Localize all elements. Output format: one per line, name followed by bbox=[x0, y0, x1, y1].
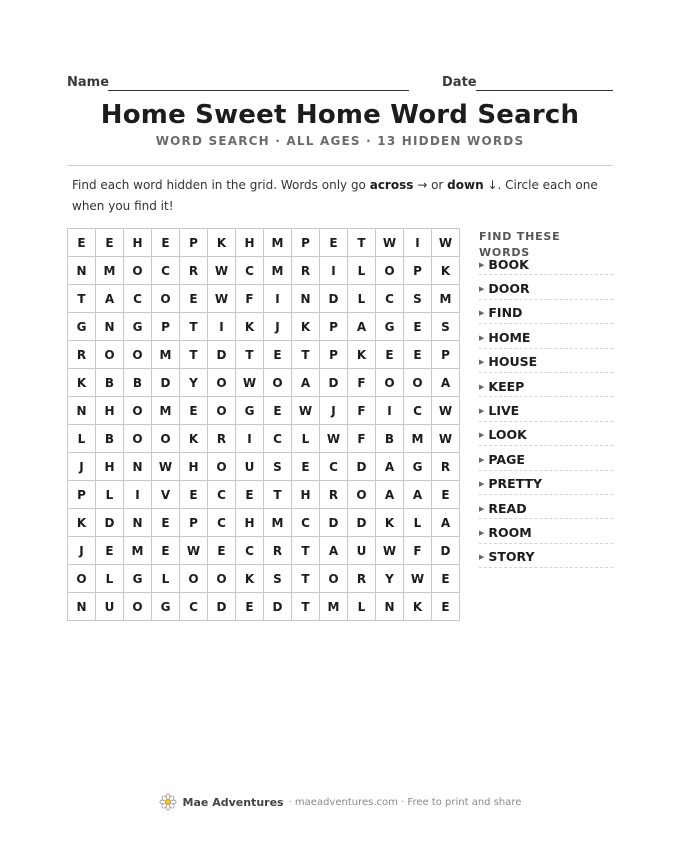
grid-cell[interactable]: D bbox=[348, 453, 376, 481]
grid-cell[interactable]: Y bbox=[180, 369, 208, 397]
word-label: DOOR bbox=[488, 281, 530, 297]
word-list-item bbox=[479, 275, 613, 299]
footer bbox=[0, 793, 680, 811]
grid-cell[interactable]: W bbox=[152, 453, 180, 481]
grid-cell[interactable]: J bbox=[68, 453, 96, 481]
grid-row bbox=[68, 229, 460, 257]
grid-cell[interactable]: G bbox=[124, 313, 152, 341]
grid-cell[interactable]: K bbox=[68, 509, 96, 537]
grid-cell[interactable]: D bbox=[320, 285, 348, 313]
grid-cell[interactable]: M bbox=[320, 593, 348, 621]
grid-cell[interactable]: D bbox=[96, 509, 124, 537]
grid-cell[interactable]: M bbox=[152, 341, 180, 369]
grid-cell[interactable]: L bbox=[348, 285, 376, 313]
grid-cell[interactable]: T bbox=[180, 341, 208, 369]
grid-cell[interactable]: L bbox=[96, 481, 124, 509]
grid-cell[interactable]: E bbox=[404, 313, 432, 341]
grid-cell[interactable]: L bbox=[292, 425, 320, 453]
triangle-bullet-icon: ▶ bbox=[479, 480, 485, 489]
word-list-item bbox=[479, 349, 613, 373]
instructions-across: across bbox=[369, 178, 414, 192]
grid-cell[interactable]: O bbox=[376, 257, 404, 285]
word-label: PAGE bbox=[488, 451, 525, 467]
grid-cell[interactable]: O bbox=[152, 285, 180, 313]
grid-cell[interactable]: P bbox=[320, 313, 348, 341]
grid-cell[interactable]: L bbox=[404, 509, 432, 537]
grid-cell[interactable]: C bbox=[376, 285, 404, 313]
grid-row bbox=[68, 341, 460, 369]
grid-cell[interactable]: U bbox=[348, 537, 376, 565]
grid-cell[interactable]: C bbox=[236, 537, 264, 565]
grid-cell[interactable]: N bbox=[68, 397, 96, 425]
grid-cell[interactable]: E bbox=[236, 593, 264, 621]
grid-cell[interactable]: O bbox=[208, 565, 236, 593]
grid-cell[interactable]: I bbox=[236, 425, 264, 453]
grid-cell[interactable]: P bbox=[404, 257, 432, 285]
grid-cell[interactable]: J bbox=[320, 397, 348, 425]
divider bbox=[67, 165, 613, 166]
grid-cell[interactable]: P bbox=[320, 341, 348, 369]
grid-cell[interactable]: G bbox=[236, 397, 264, 425]
word-list-item bbox=[479, 495, 613, 519]
word-label: READ bbox=[488, 500, 527, 516]
grid-cell[interactable]: E bbox=[236, 481, 264, 509]
grid-cell[interactable]: E bbox=[292, 453, 320, 481]
grid-cell[interactable]: P bbox=[432, 341, 460, 369]
grid-cell[interactable]: O bbox=[180, 565, 208, 593]
grid-row bbox=[68, 565, 460, 593]
triangle-bullet-icon: ▶ bbox=[479, 358, 485, 367]
grid-cell[interactable]: T bbox=[292, 565, 320, 593]
grid-cell[interactable]: C bbox=[124, 285, 152, 313]
grid-cell[interactable]: F bbox=[348, 369, 376, 397]
grid-cell[interactable]: W bbox=[432, 229, 460, 257]
grid-cell[interactable]: A bbox=[320, 537, 348, 565]
page-subtitle: WORD SEARCH · ALL AGES · 13 HIDDEN WORDS bbox=[155, 134, 525, 148]
grid-cell[interactable]: E bbox=[180, 397, 208, 425]
word-list-item bbox=[479, 422, 613, 446]
grid-cell[interactable]: D bbox=[348, 509, 376, 537]
grid-cell[interactable]: N bbox=[96, 313, 124, 341]
date-field-line[interactable] bbox=[476, 90, 613, 91]
grid-cell[interactable]: D bbox=[320, 509, 348, 537]
grid-cell[interactable]: A bbox=[292, 369, 320, 397]
grid-cell[interactable]: E bbox=[320, 229, 348, 257]
grid-cell[interactable]: T bbox=[292, 593, 320, 621]
grid-cell[interactable]: E bbox=[68, 229, 96, 257]
grid-cell[interactable]: D bbox=[432, 537, 460, 565]
grid-cell[interactable]: E bbox=[376, 341, 404, 369]
grid-cell[interactable]: U bbox=[236, 453, 264, 481]
grid-cell[interactable]: K bbox=[236, 313, 264, 341]
grid-cell[interactable]: T bbox=[264, 481, 292, 509]
grid-cell[interactable]: C bbox=[208, 509, 236, 537]
grid-cell[interactable]: H bbox=[236, 229, 264, 257]
name-label: Name bbox=[67, 75, 110, 90]
grid-cell[interactable]: H bbox=[292, 481, 320, 509]
grid-cell[interactable]: E bbox=[96, 537, 124, 565]
grid-cell[interactable]: M bbox=[124, 537, 152, 565]
triangle-bullet-icon: ▶ bbox=[479, 431, 485, 440]
grid-cell[interactable]: M bbox=[264, 229, 292, 257]
grid-cell[interactable]: H bbox=[96, 453, 124, 481]
grid-cell[interactable]: G bbox=[404, 453, 432, 481]
grid-cell[interactable]: K bbox=[236, 565, 264, 593]
word-list-item bbox=[479, 446, 613, 470]
word-label: LIVE bbox=[488, 403, 520, 419]
grid-cell[interactable]: R bbox=[348, 565, 376, 593]
grid-cell[interactable]: O bbox=[68, 565, 96, 593]
instructions-text-2: ↓. Circle each one when you find it! bbox=[72, 178, 598, 213]
grid-cell[interactable]: L bbox=[152, 565, 180, 593]
grid-cell[interactable]: O bbox=[264, 369, 292, 397]
grid-cell[interactable]: L bbox=[96, 565, 124, 593]
grid-cell[interactable]: V bbox=[152, 481, 180, 509]
grid-cell[interactable]: H bbox=[96, 397, 124, 425]
grid-cell[interactable]: E bbox=[152, 537, 180, 565]
grid-cell[interactable]: A bbox=[404, 481, 432, 509]
grid-cell[interactable]: C bbox=[152, 257, 180, 285]
name-field-line[interactable] bbox=[108, 90, 409, 91]
grid-cell[interactable]: W bbox=[292, 397, 320, 425]
grid-cell[interactable]: B bbox=[96, 425, 124, 453]
grid-cell[interactable]: O bbox=[124, 593, 152, 621]
grid-cell[interactable]: W bbox=[208, 285, 236, 313]
grid-cell[interactable]: P bbox=[68, 481, 96, 509]
grid-cell[interactable]: E bbox=[432, 593, 460, 621]
word-label: HOME bbox=[488, 329, 531, 345]
word-list-item bbox=[479, 373, 613, 397]
grid-cell[interactable]: I bbox=[404, 229, 432, 257]
word-label: STORY bbox=[488, 549, 535, 565]
grid-cell[interactable]: K bbox=[208, 229, 236, 257]
grid-cell[interactable]: A bbox=[96, 285, 124, 313]
grid-cell[interactable]: M bbox=[96, 257, 124, 285]
grid-cell[interactable]: C bbox=[208, 481, 236, 509]
triangle-bullet-icon: ▶ bbox=[479, 382, 485, 391]
footer-brand: Mae Adventures bbox=[182, 795, 284, 809]
grid-cell[interactable]: N bbox=[376, 593, 404, 621]
grid-cell[interactable]: O bbox=[320, 565, 348, 593]
grid-cell[interactable]: E bbox=[264, 397, 292, 425]
triangle-bullet-icon: ▶ bbox=[479, 504, 485, 513]
word-label: ROOM bbox=[488, 524, 532, 540]
grid-cell[interactable]: M bbox=[404, 425, 432, 453]
grid-cell[interactable]: S bbox=[264, 453, 292, 481]
grid-cell[interactable]: K bbox=[376, 509, 404, 537]
grid-cell[interactable]: N bbox=[124, 509, 152, 537]
grid-cell[interactable]: H bbox=[124, 229, 152, 257]
grid-cell[interactable]: A bbox=[432, 509, 460, 537]
grid-cell[interactable]: O bbox=[96, 341, 124, 369]
grid-cell[interactable]: E bbox=[152, 509, 180, 537]
grid-cell[interactable]: F bbox=[348, 425, 376, 453]
grid-cell[interactable]: D bbox=[264, 593, 292, 621]
grid-row bbox=[68, 369, 460, 397]
grid-cell[interactable]: W bbox=[180, 537, 208, 565]
grid-cell[interactable]: W bbox=[236, 369, 264, 397]
grid-row bbox=[68, 257, 460, 285]
grid-cell[interactable]: L bbox=[348, 593, 376, 621]
instructions-arrow-right: → or bbox=[413, 178, 448, 192]
grid-cell[interactable]: C bbox=[320, 453, 348, 481]
word-label: LOOK bbox=[488, 427, 527, 443]
grid-cell[interactable]: P bbox=[180, 509, 208, 537]
grid-cell[interactable]: O bbox=[208, 453, 236, 481]
grid-cell[interactable]: O bbox=[208, 397, 236, 425]
grid-cell[interactable]: E bbox=[180, 285, 208, 313]
grid-row bbox=[68, 285, 460, 313]
word-list-item bbox=[479, 471, 613, 495]
grid-cell[interactable]: F bbox=[236, 285, 264, 313]
word-label: BOOK bbox=[488, 256, 529, 272]
grid-cell[interactable]: Y bbox=[376, 565, 404, 593]
grid-cell[interactable]: H bbox=[236, 509, 264, 537]
name-date-row bbox=[67, 73, 613, 93]
grid-row bbox=[68, 425, 460, 453]
grid-cell[interactable]: N bbox=[68, 257, 96, 285]
grid-cell[interactable]: O bbox=[124, 425, 152, 453]
grid-cell[interactable]: L bbox=[348, 257, 376, 285]
grid-cell[interactable]: P bbox=[152, 313, 180, 341]
grid-cell[interactable]: N bbox=[292, 285, 320, 313]
word-search-grid bbox=[67, 228, 460, 621]
grid-cell[interactable]: W bbox=[432, 425, 460, 453]
grid-cell[interactable]: I bbox=[264, 285, 292, 313]
grid-cell[interactable]: J bbox=[68, 537, 96, 565]
triangle-bullet-icon: ▶ bbox=[479, 309, 485, 318]
grid-cell[interactable]: K bbox=[292, 313, 320, 341]
grid-row bbox=[68, 537, 460, 565]
grid-cell[interactable]: M bbox=[264, 257, 292, 285]
grid-cell[interactable]: R bbox=[432, 453, 460, 481]
grid-cell[interactable]: O bbox=[376, 369, 404, 397]
word-label: KEEP bbox=[488, 378, 525, 394]
grid-cell[interactable]: W bbox=[404, 565, 432, 593]
grid-cell[interactable]: A bbox=[348, 313, 376, 341]
grid-cell[interactable]: W bbox=[208, 257, 236, 285]
instructions bbox=[72, 175, 617, 217]
grid-cell[interactable]: I bbox=[208, 313, 236, 341]
triangle-bullet-icon: ▶ bbox=[479, 553, 485, 562]
grid-cell[interactable]: A bbox=[376, 481, 404, 509]
grid-row bbox=[68, 313, 460, 341]
grid-cell[interactable]: E bbox=[208, 537, 236, 565]
word-list bbox=[479, 229, 613, 568]
grid-cell[interactable]: T bbox=[236, 341, 264, 369]
instructions-text-1: Find each word hidden in the grid. Words only go bbox=[72, 178, 370, 192]
word-list-item bbox=[479, 544, 613, 568]
grid-cell[interactable]: B bbox=[376, 425, 404, 453]
grid-cell[interactable]: E bbox=[432, 565, 460, 593]
triangle-bullet-icon: ▶ bbox=[479, 285, 485, 294]
grid-cell[interactable]: W bbox=[376, 229, 404, 257]
grid-cell[interactable]: T bbox=[68, 285, 96, 313]
grid-cell[interactable]: L bbox=[68, 425, 96, 453]
triangle-bullet-icon: ▶ bbox=[479, 333, 485, 342]
grid-row bbox=[68, 397, 460, 425]
grid-cell[interactable]: C bbox=[264, 425, 292, 453]
word-label: FIND bbox=[488, 305, 523, 321]
grid-cell[interactable]: B bbox=[124, 369, 152, 397]
grid-cell[interactable]: R bbox=[320, 481, 348, 509]
grid-cell[interactable]: O bbox=[152, 425, 180, 453]
grid-cell[interactable]: F bbox=[404, 537, 432, 565]
grid-cell[interactable]: O bbox=[124, 397, 152, 425]
grid-cell[interactable]: M bbox=[264, 509, 292, 537]
grid-cell[interactable]: P bbox=[180, 229, 208, 257]
grid-row bbox=[68, 453, 460, 481]
grid-cell[interactable]: R bbox=[68, 341, 96, 369]
word-list-item bbox=[479, 519, 613, 543]
grid-cell[interactable]: E bbox=[404, 341, 432, 369]
grid-cell[interactable]: I bbox=[124, 481, 152, 509]
grid-cell[interactable]: U bbox=[96, 593, 124, 621]
grid-cell[interactable]: R bbox=[208, 425, 236, 453]
grid-cell[interactable]: N bbox=[68, 593, 96, 621]
grid-row bbox=[68, 481, 460, 509]
grid-cell[interactable]: E bbox=[96, 229, 124, 257]
word-list-items bbox=[479, 251, 613, 568]
grid-cell[interactable]: G bbox=[152, 593, 180, 621]
grid-cell[interactable]: D bbox=[208, 341, 236, 369]
daisy-icon bbox=[159, 793, 177, 811]
grid-cell[interactable]: C bbox=[292, 509, 320, 537]
grid-cell[interactable]: K bbox=[68, 369, 96, 397]
grid-cell[interactable]: S bbox=[404, 285, 432, 313]
grid-cell[interactable]: A bbox=[432, 369, 460, 397]
grid-cell[interactable]: M bbox=[152, 397, 180, 425]
grid-cell[interactable]: R bbox=[292, 257, 320, 285]
grid-cell[interactable]: G bbox=[68, 313, 96, 341]
grid-cell[interactable]: S bbox=[432, 313, 460, 341]
grid-cell[interactable]: W bbox=[376, 537, 404, 565]
word-label: PRETTY bbox=[488, 476, 543, 492]
grid-cell[interactable]: D bbox=[152, 369, 180, 397]
word-list-item bbox=[479, 300, 613, 324]
grid-cell[interactable]: M bbox=[432, 285, 460, 313]
grid-cell[interactable]: E bbox=[152, 229, 180, 257]
grid-cell[interactable]: R bbox=[180, 257, 208, 285]
grid-row bbox=[68, 593, 460, 621]
grid-cell[interactable]: T bbox=[348, 229, 376, 257]
instructions-down: down bbox=[447, 178, 484, 192]
footer-text: · maeadventures.com · Free to print and share bbox=[288, 796, 522, 808]
triangle-bullet-icon: ▶ bbox=[479, 455, 485, 464]
grid-cell[interactable]: O bbox=[208, 369, 236, 397]
grid-cell[interactable]: C bbox=[236, 257, 264, 285]
word-list-item bbox=[479, 397, 613, 421]
grid-cell[interactable]: E bbox=[180, 481, 208, 509]
grid-cell[interactable]: T bbox=[180, 313, 208, 341]
grid-cell[interactable]: K bbox=[404, 593, 432, 621]
grid-cell[interactable]: C bbox=[404, 397, 432, 425]
word-list-heading: FIND THESE WORDS bbox=[479, 230, 561, 259]
grid-cell[interactable]: K bbox=[180, 425, 208, 453]
word-list-item bbox=[479, 324, 613, 348]
grid-cell[interactable]: T bbox=[292, 537, 320, 565]
grid-cell[interactable]: H bbox=[180, 453, 208, 481]
grid-cell[interactable]: O bbox=[404, 369, 432, 397]
grid-cell[interactable]: O bbox=[124, 257, 152, 285]
grid-cell[interactable]: B bbox=[96, 369, 124, 397]
grid-cell[interactable]: C bbox=[180, 593, 208, 621]
word-label: HOUSE bbox=[488, 354, 538, 370]
grid-cell[interactable]: O bbox=[124, 341, 152, 369]
grid-cell[interactable]: T bbox=[292, 341, 320, 369]
grid-cell[interactable]: F bbox=[348, 397, 376, 425]
grid-cell[interactable]: I bbox=[320, 257, 348, 285]
grid-cell[interactable]: S bbox=[264, 565, 292, 593]
grid-cell[interactable]: N bbox=[124, 453, 152, 481]
grid-cell[interactable]: K bbox=[432, 257, 460, 285]
grid-cell[interactable]: E bbox=[264, 341, 292, 369]
page-title: Home Sweet Home Word Search bbox=[100, 100, 580, 130]
grid-cell[interactable]: P bbox=[292, 229, 320, 257]
grid-row bbox=[68, 509, 460, 537]
date-label: Date bbox=[442, 75, 477, 90]
triangle-bullet-icon: ▶ bbox=[479, 407, 485, 416]
triangle-bullet-icon: ▶ bbox=[479, 260, 485, 269]
triangle-bullet-icon: ▶ bbox=[479, 528, 485, 537]
grid-cell[interactable]: J bbox=[264, 313, 292, 341]
grid-cell[interactable]: O bbox=[348, 481, 376, 509]
grid-cell[interactable]: W bbox=[432, 397, 460, 425]
grid-cell[interactable]: E bbox=[432, 481, 460, 509]
grid-cell[interactable]: D bbox=[208, 593, 236, 621]
grid-cell[interactable]: G bbox=[124, 565, 152, 593]
grid-cell[interactable]: K bbox=[348, 341, 376, 369]
grid-cell[interactable]: A bbox=[376, 453, 404, 481]
grid-cell[interactable]: G bbox=[376, 313, 404, 341]
grid-cell[interactable]: D bbox=[320, 369, 348, 397]
grid-cell[interactable]: I bbox=[376, 397, 404, 425]
grid-cell[interactable]: R bbox=[264, 537, 292, 565]
grid-cell[interactable]: W bbox=[320, 425, 348, 453]
